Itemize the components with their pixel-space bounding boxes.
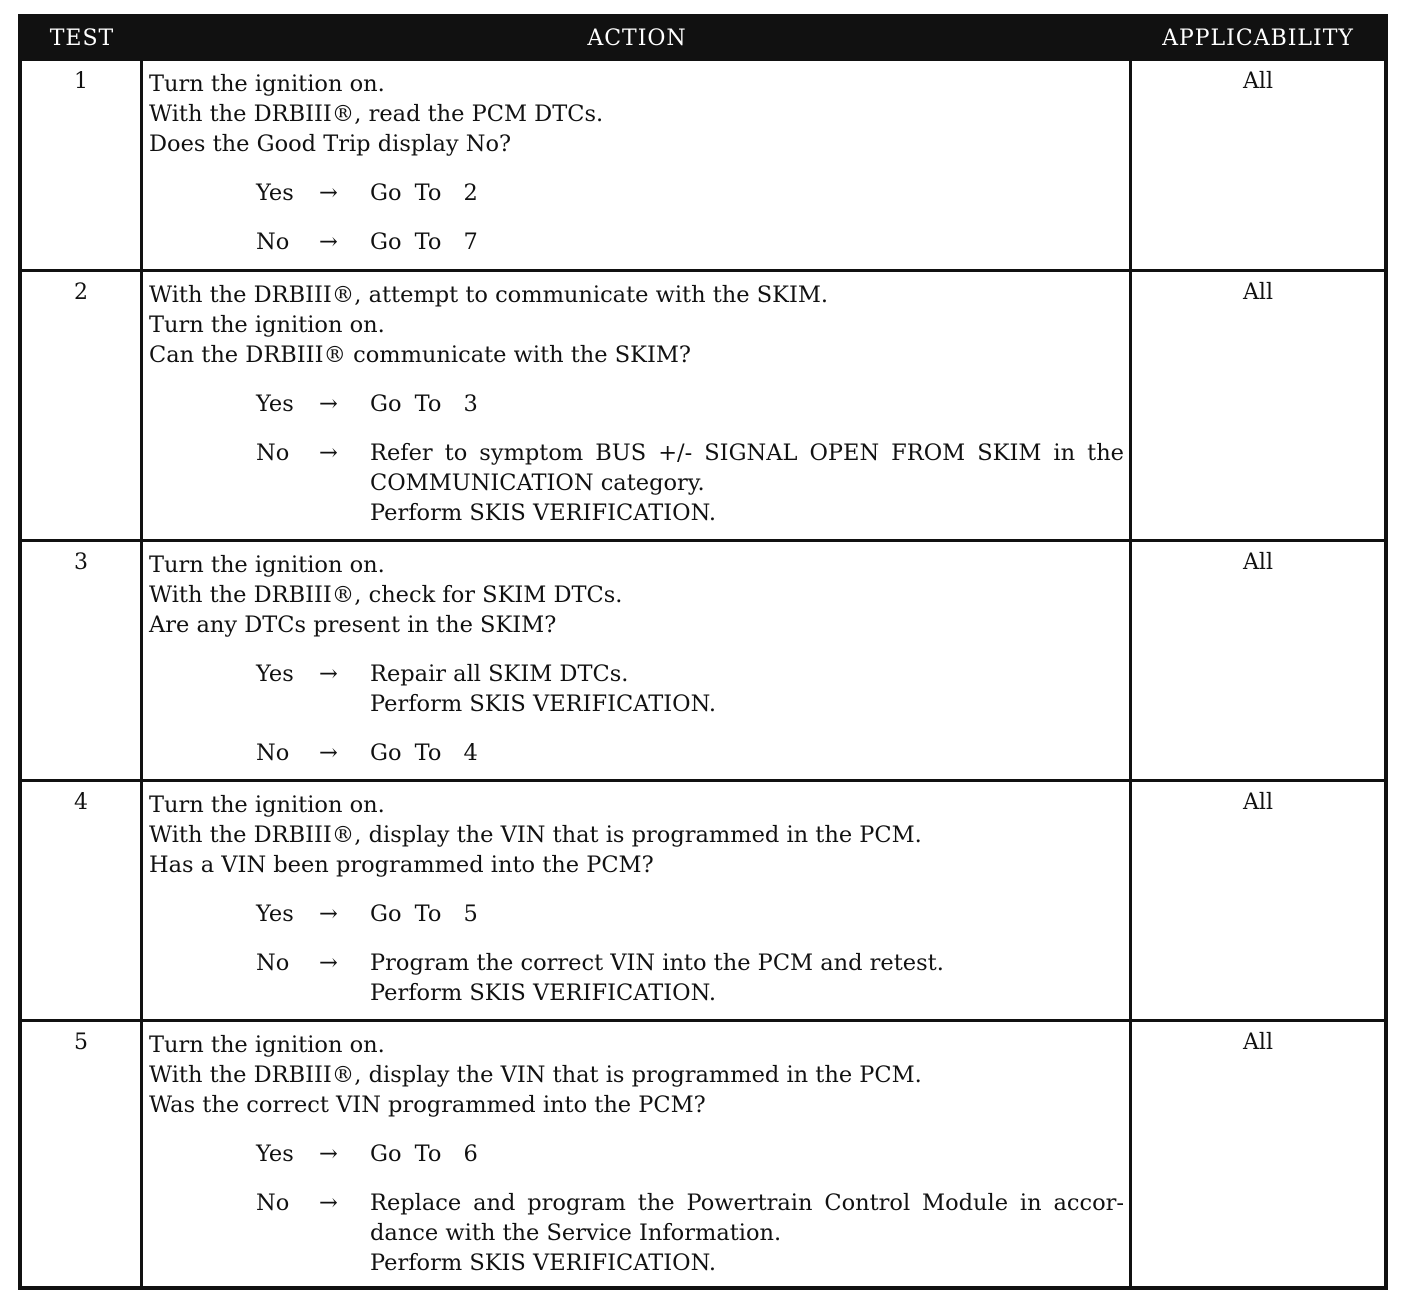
yes-label: Yes bbox=[256, 180, 294, 206]
goto-text: Go To bbox=[370, 391, 442, 417]
table-row bbox=[22, 539, 1384, 779]
goto-text: Go To bbox=[370, 1141, 442, 1167]
goto-target: 3 bbox=[463, 391, 478, 417]
applicability-cell: All bbox=[1243, 550, 1273, 575]
arrow-icon: → bbox=[319, 180, 338, 206]
yes-option bbox=[149, 178, 1124, 208]
result-line: Perform SKIS VERIFICATION. bbox=[370, 1250, 716, 1276]
arrow-icon: → bbox=[319, 1190, 338, 1216]
yes-label: Yes bbox=[256, 901, 294, 927]
goto-target: 4 bbox=[463, 740, 478, 766]
test-number: 5 bbox=[74, 1030, 88, 1055]
arrow-icon: → bbox=[319, 391, 338, 417]
result-line: Perform SKIS VERIFICATION. bbox=[370, 500, 716, 526]
goto-text: Go To bbox=[370, 180, 442, 206]
no-label: No bbox=[256, 740, 290, 766]
goto-text: Go To bbox=[370, 740, 442, 766]
no-option bbox=[149, 738, 1124, 768]
goto-text: Go To bbox=[370, 229, 442, 255]
action-line: Turn the ignition on. bbox=[149, 552, 385, 578]
applicability-cell: All bbox=[1243, 280, 1273, 305]
no-label: No bbox=[256, 229, 290, 255]
action-line: Turn the ignition on. bbox=[149, 1032, 385, 1058]
arrow-icon: → bbox=[319, 901, 338, 927]
action-line: Turn the ignition on. bbox=[149, 312, 385, 338]
action-cell bbox=[149, 790, 1124, 1006]
test-number: 2 bbox=[74, 280, 88, 305]
arrow-icon: → bbox=[319, 229, 338, 255]
action-cell bbox=[149, 1030, 1124, 1276]
action-line: Are any DTCs present in the SKIM? bbox=[149, 612, 557, 638]
goto-target: 2 bbox=[463, 180, 478, 206]
result-line: Repair all SKIM DTCs. bbox=[370, 661, 629, 687]
no-label: No bbox=[256, 950, 290, 976]
result-line: Perform SKIS VERIFICATION. bbox=[370, 980, 716, 1006]
arrow-icon: → bbox=[319, 1141, 338, 1167]
action-line: Was the correct VIN programmed into the PCM? bbox=[149, 1092, 706, 1118]
test-number: 1 bbox=[74, 69, 88, 94]
action-line: Turn the ignition on. bbox=[149, 792, 385, 818]
table-row bbox=[22, 269, 1384, 539]
yes-option bbox=[149, 389, 1124, 419]
yes-option bbox=[149, 899, 1124, 929]
yes-label: Yes bbox=[256, 661, 294, 687]
diagnostic-table bbox=[18, 14, 1388, 1290]
action-line: Does the Good Trip display No? bbox=[149, 131, 512, 157]
goto-target: 5 bbox=[463, 901, 478, 927]
action-cell bbox=[149, 280, 1124, 526]
header-applicability: APPLICABILITY bbox=[1162, 26, 1354, 51]
action-line: Can the DRBIII® communicate with the SKIM? bbox=[149, 342, 691, 368]
arrow-icon: → bbox=[319, 740, 338, 766]
action-line: Turn the ignition on. bbox=[149, 71, 385, 97]
no-option bbox=[149, 1188, 1124, 1276]
action-line: With the DRBIII®, display the VIN that is programmed in the PCM. bbox=[149, 822, 922, 848]
arrow-icon: → bbox=[319, 440, 338, 466]
action-line: With the DRBIII®, display the VIN that is programmed in the PCM. bbox=[149, 1062, 922, 1088]
table-row bbox=[22, 58, 1384, 269]
test-number: 3 bbox=[74, 550, 88, 575]
goto-text: Go To bbox=[370, 901, 442, 927]
arrow-icon: → bbox=[319, 661, 338, 687]
table-header bbox=[22, 18, 1384, 58]
table-row bbox=[22, 779, 1384, 1019]
action-cell bbox=[149, 550, 1124, 768]
action-line: With the DRBIII®, read the PCM DTCs. bbox=[149, 101, 604, 127]
yes-option bbox=[149, 659, 1124, 717]
result-line: Program the correct VIN into the PCM and retest. bbox=[370, 950, 944, 976]
table-row bbox=[22, 1019, 1384, 1286]
no-option bbox=[149, 948, 1124, 1006]
no-option bbox=[149, 227, 1124, 257]
yes-label: Yes bbox=[256, 391, 294, 417]
no-label: No bbox=[256, 440, 290, 466]
action-cell bbox=[149, 69, 1124, 257]
applicability-cell: All bbox=[1243, 790, 1273, 815]
action-line: With the DRBIII®, check for SKIM DTCs. bbox=[149, 582, 623, 608]
arrow-icon: → bbox=[319, 950, 338, 976]
result-line: Refer to symptom BUS +/- SIGNAL OPEN FROM SKIM in the bbox=[370, 440, 1124, 466]
applicability-cell: All bbox=[1243, 1030, 1273, 1055]
result-line: Perform SKIS VERIFICATION. bbox=[370, 691, 716, 717]
goto-target: 7 bbox=[463, 229, 478, 255]
test-number: 4 bbox=[74, 790, 88, 815]
yes-label: Yes bbox=[256, 1141, 294, 1167]
no-option bbox=[149, 438, 1124, 526]
applicability-cell: All bbox=[1243, 69, 1273, 94]
header-test: TEST bbox=[49, 26, 115, 51]
action-line: Has a VIN been programmed into the PCM? bbox=[149, 852, 654, 878]
no-label: No bbox=[256, 1190, 290, 1216]
header-action: ACTION bbox=[587, 26, 687, 51]
result-line: COMMUNICATION category. bbox=[370, 470, 705, 496]
goto-target: 6 bbox=[463, 1141, 478, 1167]
action-line: With the DRBIII®, attempt to communicate with the SKIM. bbox=[149, 282, 829, 308]
result-line: dance with the Service Information. bbox=[370, 1220, 782, 1246]
yes-option bbox=[149, 1139, 1124, 1169]
result-line: Replace and program the Powertrain Control Module in accor- bbox=[370, 1190, 1124, 1216]
